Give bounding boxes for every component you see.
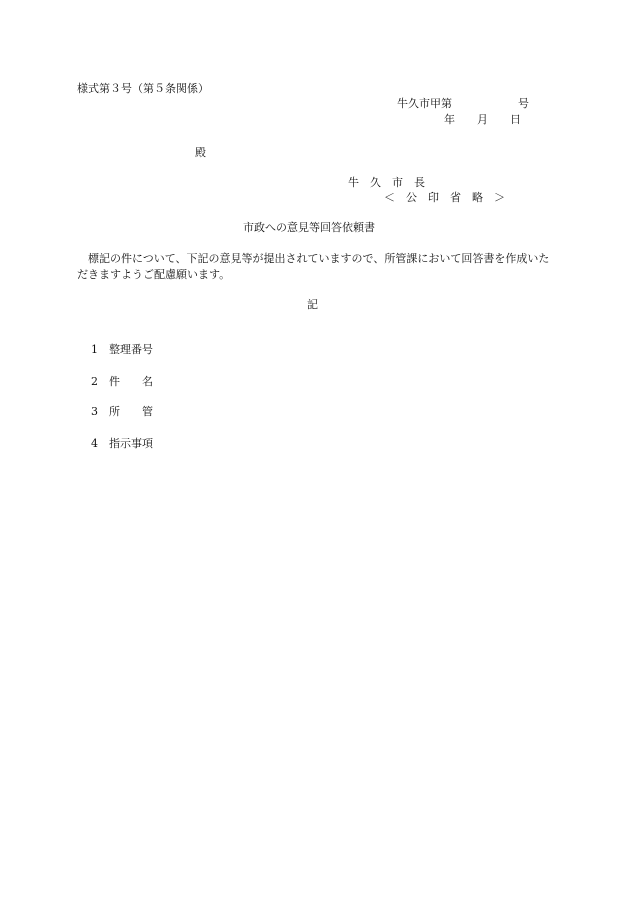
item-number: 4 [91,437,98,450]
document-date: 年 月 日 [444,113,521,126]
body-text: 標記の件について、下記の意見等が提出されていますので、所管課において回答書を作成いただきますようご配慮願います。 [77,252,550,281]
form-number: 様式第３号（第５条関係） [77,82,209,95]
document-number: 牛久市甲第 号 [397,97,529,110]
document-title: 市政への意見等回答依頼書 [243,221,375,234]
item-number: 1 [91,343,98,356]
item-number: 3 [91,405,98,418]
list-item [77,423,153,465]
item-label: 所 管 [109,405,153,418]
record-heading: 記 [307,298,318,311]
addressee: 殿 [195,146,206,159]
item-label: 指示事項 [109,437,153,450]
item-label: 件 名 [109,375,153,388]
item-number: 2 [91,375,98,388]
seal-omitted-note: ＜ 公 印 省 略 ＞ [384,191,505,204]
item-label: 整理番号 [109,343,153,356]
sender-name: 牛 久 市 長 [348,176,425,189]
